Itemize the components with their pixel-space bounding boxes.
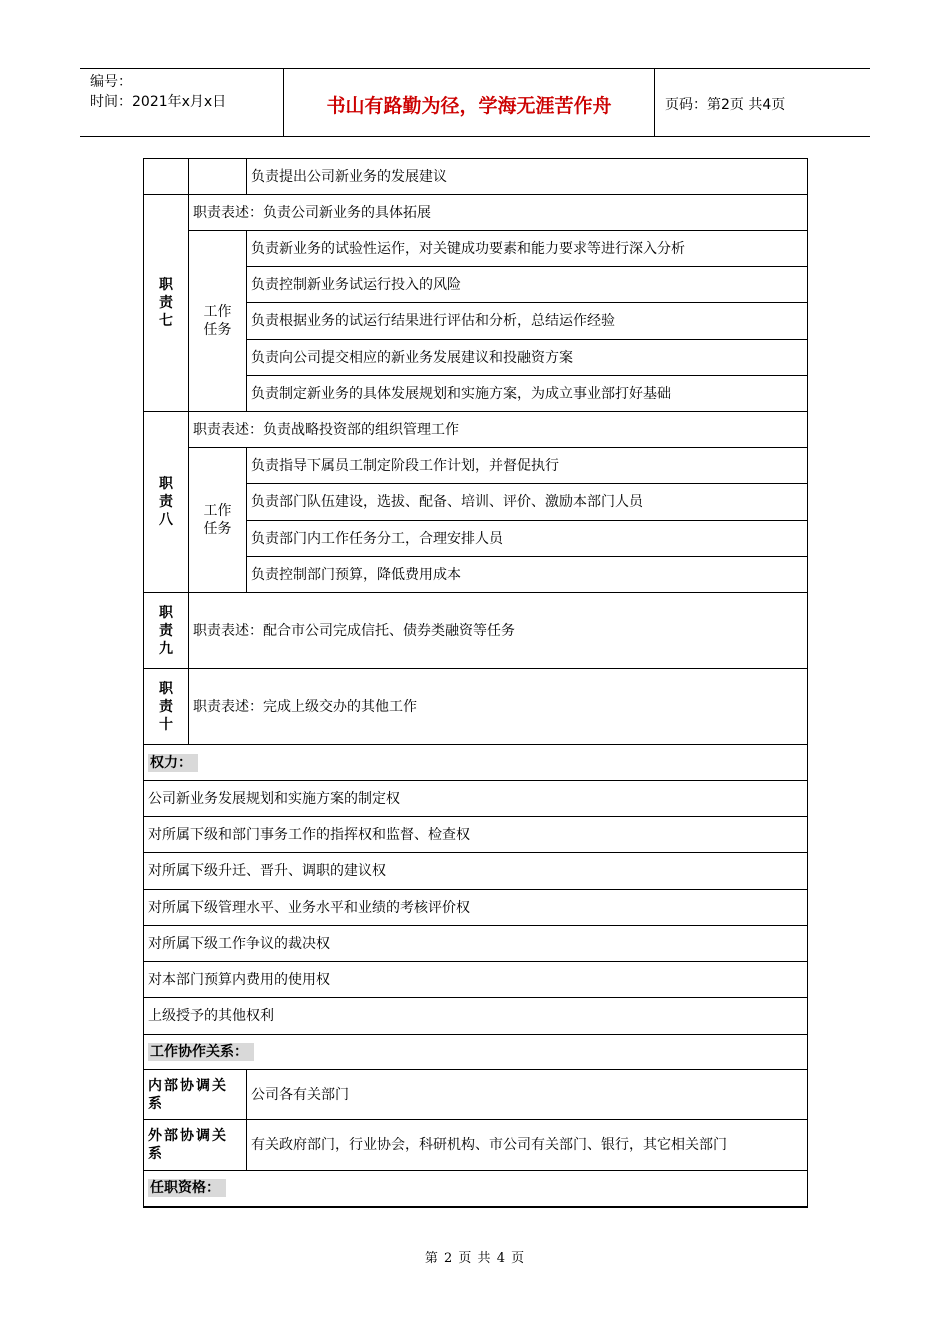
header-motto: 书山有路勤为径，学海无涯苦作舟: [326, 95, 612, 117]
duty7-label: 职 责 七: [144, 195, 189, 412]
duty8-task: 负责指导下属员工制定阶段工作计划，并督促执行: [247, 448, 808, 484]
powers-heading: 权力：: [144, 745, 808, 781]
empty-cell: [189, 159, 247, 195]
duty8-task: 负责部门队伍建设，选拔、配备、培训、评价、激励本部门人员: [247, 484, 808, 521]
header-motto-cell: [284, 69, 655, 136]
table-row: [144, 745, 808, 781]
external-coordination-value: 有关政府部门，行业协会，科研机构、市公司有关部门、银行，其它相关部门: [247, 1120, 808, 1171]
job-description-table: [143, 158, 808, 1208]
table-row: [144, 593, 808, 669]
power-item: 上级授予的其他权利: [144, 998, 808, 1035]
duty8-task: 负责控制部门预算，降低费用成本: [247, 557, 808, 593]
power-item: 公司新业务发展规划和实施方案的制定权: [144, 781, 808, 817]
table-row: [144, 448, 808, 484]
table-row: [144, 195, 808, 231]
header-page-number: 页码：第2页 共4页: [665, 97, 786, 113]
header-number: 编号：: [90, 74, 132, 90]
power-item: 对所属下级和部门事务工作的指挥权和监督、检查权: [144, 817, 808, 853]
duty10-summary: 职责表述：完成上级交办的其他工作: [189, 669, 808, 745]
table-row: [144, 781, 808, 817]
duty7-task-label: 工作 任务: [189, 231, 247, 412]
internal-coordination-label: 内部协调关系: [144, 1070, 247, 1120]
page-header: [80, 68, 870, 137]
duty9-label: 职 责 九: [144, 593, 189, 669]
cooperation-heading: 工作协作关系：: [144, 1035, 808, 1070]
internal-coordination-value: 公司各有关部门: [247, 1070, 808, 1120]
duty7-task: 负责控制新业务试运行投入的风险: [247, 267, 808, 303]
table-row: [144, 1120, 808, 1171]
header-meta-cell: [80, 69, 284, 136]
qualification-heading: 任职资格：: [144, 1171, 808, 1207]
duty8-label: 职 责 八: [144, 412, 189, 593]
duty6-last-task: 负责提出公司新业务的发展建议: [247, 159, 808, 195]
table-row: [144, 998, 808, 1035]
page-footer: 第 2 页 共 4 页: [424, 1251, 526, 1266]
table-row: [144, 1070, 808, 1120]
duty7-task: 负责新业务的试验性运作，对关键成功要素和能力要求等进行深入分析: [247, 231, 808, 267]
header-page-cell: [655, 69, 870, 136]
table-row: [144, 1171, 808, 1207]
table-row: [144, 817, 808, 853]
power-item: 对本部门预算内费用的使用权: [144, 962, 808, 998]
table-row: [144, 890, 808, 926]
duty7-task: 负责根据业务的试运行结果进行评估和分析，总结运作经验: [247, 303, 808, 340]
duty8-summary: 职责表述：负责战略投资部的组织管理工作: [189, 412, 808, 448]
table-row: [144, 926, 808, 962]
table-row: [144, 669, 808, 745]
table-row: [144, 962, 808, 998]
table-row: [144, 159, 808, 195]
table-row: [144, 853, 808, 890]
duty9-summary: 职责表述：配合市公司完成信托、债券类融资等任务: [189, 593, 808, 669]
table-row: [144, 1035, 808, 1070]
power-item: 对所属下级升迁、晋升、调职的建议权: [144, 853, 808, 890]
duty7-task: 负责向公司提交相应的新业务发展建议和投融资方案: [247, 340, 808, 376]
duty10-label: 职 责 十: [144, 669, 189, 745]
table-row: [144, 231, 808, 267]
duty8-task-label: 工作 任务: [189, 448, 247, 593]
duty8-task: 负责部门内工作任务分工，合理安排人员: [247, 521, 808, 557]
external-coordination-label: 外部协调关系: [144, 1120, 247, 1171]
table-row: [144, 412, 808, 448]
duty7-task: 负责制定新业务的具体发展规划和实施方案，为成立事业部打好基础: [247, 376, 808, 412]
header-date: 时间：2021年x月x日: [90, 94, 227, 110]
power-item: 对所属下级管理水平、业务水平和业绩的考核评价权: [144, 890, 808, 926]
empty-cell: [144, 159, 189, 195]
duty7-summary: 职责表述：负责公司新业务的具体拓展: [189, 195, 808, 231]
power-item: 对所属下级工作争议的裁决权: [144, 926, 808, 962]
